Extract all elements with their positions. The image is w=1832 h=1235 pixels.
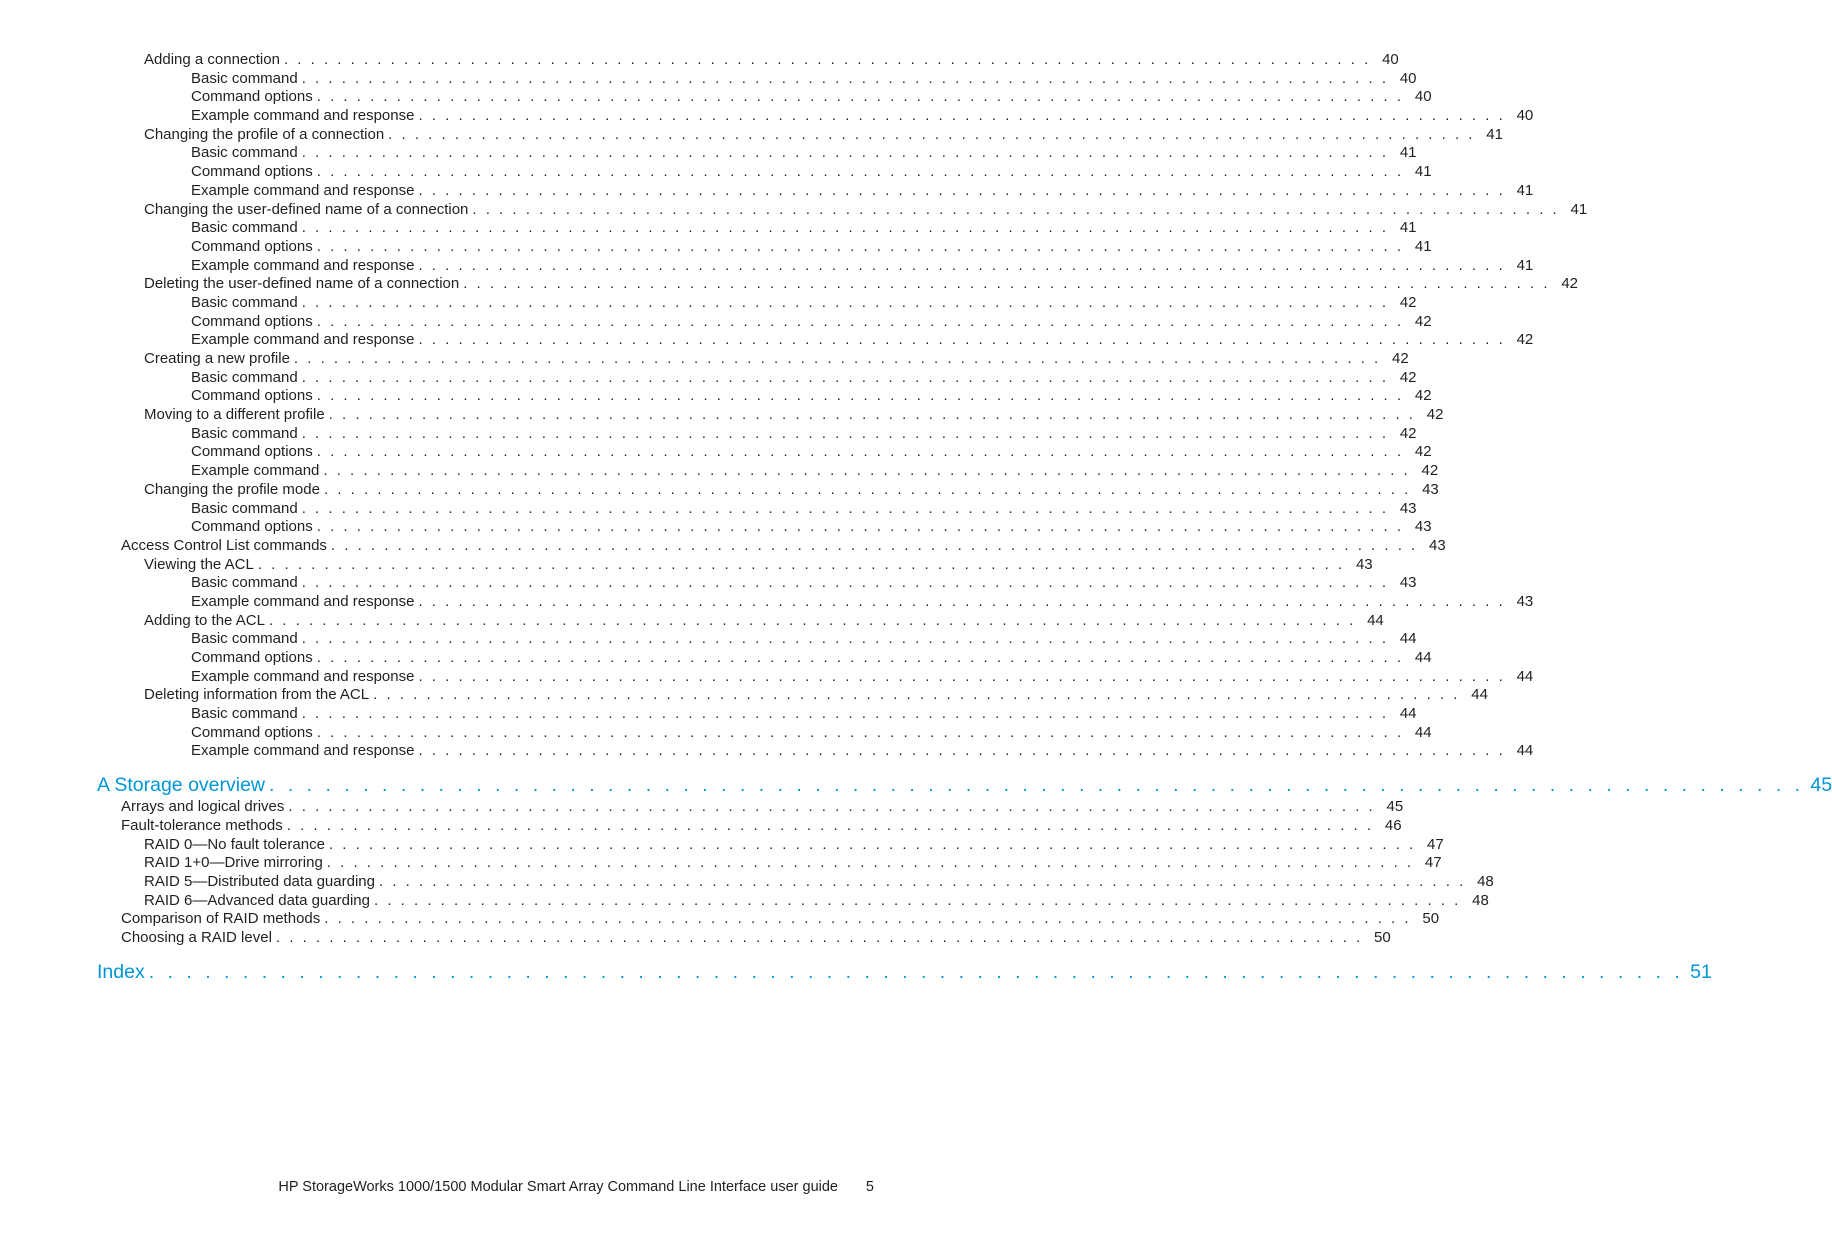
toc-entry[interactable] [0,854,1442,873]
toc-entry-page: 44 [1399,705,1417,723]
toc-entry-page: 42 [1414,443,1432,461]
toc-entry-title: Viewing the ACL [144,555,254,573]
toc-dot-leader: . . . . . . . . . . . . . . . . . . . . . . . . . . . . . . . . . . . . . . . . . . . . . . . . . . . . . . . . . . . . . . . . . . . . . . . . . . . . . . . . . . [316,518,1404,536]
toc-dot-leader: . . . . . . . . . . . . . . . . . . . . . . . . . . . . . . . . . . . . . . . . . . . . . . . . . . . . . . . . . . . . . . . . . . . . . . . . . . . . . . . . . . [316,312,1404,330]
toc-entry-title: Moving to a different profile [144,406,325,424]
toc-entry-title: Example command and response [191,742,415,760]
toc-dot-leader: . . . . . . . . . . . . . . . . . . . . . . . . . . . . . . . . . . . . . . . . . . . . . . . . . . . . . . . . . . . . . . . . . . . . . . . . . . . . . . . . . . [301,705,1389,723]
toc-entry-page: 47 [1427,835,1444,853]
toc-entry[interactable] [0,611,1384,631]
toc-entry-title: RAID 6—Advanced data guarding [144,891,370,909]
toc-entry-title: Creating a new profile [144,350,290,367]
toc-entry-title: RAID 1+0—Drive mirroring [144,854,323,872]
toc-entry[interactable] [0,742,1534,761]
toc-dot-leader: . . . . . . . . . . . . . . . . . . . . . . . . . . . . . . . . . . . . . . . . . . . . . . . . . . . . . . . . . . . . . . . . . . . . . . . . . . . . . . . . . . [316,387,1404,405]
toc-dot-leader: . . . . . . . . . . . . . . . . . . . . . . . . . . . . . . . . . . . . . . . . . . . . . . . . . . . . . . . . . . . . . . . . . . . . . . . . . . . . . . . . . . [316,723,1404,741]
toc-entry[interactable] [0,816,1402,836]
toc-entry-title: Comparison of RAID methods [121,910,321,928]
toc-entry-page: 42 [1414,387,1432,405]
toc-dot-leader: . . . . . . . . . . . . . . . . . . . . . . . . . . . . . . . . . . . . . . . . . . . . . . . . . . . . . . . . . . . . . . . . . . . . . . . . . . . . . . . . . . [373,686,1460,704]
toc-entry-title: Basic command [191,630,298,648]
toc-entry-page: 42 [1516,331,1534,349]
toc-entry[interactable] [0,331,1534,350]
toc-entry[interactable] [0,630,1417,649]
footer-title: HP StorageWorks 1000/1500 Modular Smart Array Command Line Interface user guide [278,1179,838,1195]
toc-entry-page: 50 [1422,910,1440,928]
toc-entry-title: Changing the profile mode [144,480,320,498]
toc-entry-title: Example command and response [191,331,415,349]
toc-dot-leader: . . . . . . . . . . . . . . . . . . . . . . . . . . . . . . . . . . . . . . . . . . . . . . . . . . . . . . . . . . . . . . . . . . . . . . . . . . . . . . . . . . [301,144,1389,162]
toc-entry-title: Example command [191,462,320,480]
toc-entry[interactable] [0,667,1534,687]
toc-entry-title: Command options [191,237,313,255]
page-footer [0,1179,874,1195]
toc-dot-leader: . . . . . . . . . . . . . . . . . . . . . . . . . . . . . . . . . . . . . . . . . . . . . . . . . . . . . . . . . . . . . . . . . . . . . . . . . . . . . . . . . . [316,649,1404,666]
toc-entry[interactable] [0,181,1534,201]
toc-entry-page: 46 [1384,816,1402,834]
toc-entry[interactable] [0,536,1446,556]
toc-entry-title: Basic command [191,219,298,237]
toc-entry-page: 43 [1355,555,1373,573]
toc-entry-page: 51 [1690,960,1712,983]
toc-entry[interactable] [0,872,1494,892]
table-of-contents [0,51,1832,985]
toc-entry-page: 42 [1392,350,1409,367]
toc-entry-page: 44 [1516,667,1534,685]
toc-entry[interactable] [0,705,1417,724]
toc-entry-page: 43 [1399,574,1417,592]
toc-entry[interactable] [0,928,1391,948]
toc-dot-leader: . . . . . . . . . . . . . . . . . . . . . . . . . . . . . . . . . . . . . . . . . . . . . . . . . . . . . . . . . . . . . . . . . . . . . . . . . . . . . . . . . . [373,891,1461,909]
toc-entry-page: 48 [1477,872,1494,890]
toc-entry-title: Adding a connection [144,51,280,68]
toc-entry-page: 44 [1471,686,1488,704]
toc-entry[interactable] [0,88,1432,107]
toc-dot-leader: . . . . . . . . . . . . . . . . . . . . . . . . . . . . . . . . . . . . . . . . . . . . . . . . . . . . . . . . . . . . . . . . . . . . . . . . . . . . . . . . . . [301,219,1389,237]
toc-entry-page: 45 [1810,774,1832,797]
toc-entry-title: Basic command [191,293,298,311]
toc-entry-page: 48 [1472,891,1489,909]
toc-entry-title: Access Control List commands [121,536,327,554]
toc-entry-title: Changing the profile of a connection [144,125,385,143]
toc-dot-leader: . . . . . . . . . . . . . . . . . . . . . . . . . . . . . . . . . . . . . . . . . . . . . . . . . . . . . . . . . . . . . . . . . . . . . . . . . . . . . . . . . . [316,163,1404,181]
toc-entry-page: 43 [1429,536,1446,554]
toc-entry[interactable] [0,107,1534,126]
toc-entry[interactable] [0,480,1439,500]
toc-entry-page: 42 [1561,275,1579,293]
toc-entry[interactable] [0,312,1432,332]
toc-entry-title: Fault-tolerance methods [121,816,283,834]
toc-entry-page: 41 [1414,237,1432,255]
toc-entry-page: 45 [1386,798,1404,816]
toc-entry[interactable] [0,499,1417,519]
toc-chapter-entry[interactable] [0,773,1832,797]
toc-entry-title: Basic command [191,424,298,442]
toc-dot-leader: . . . . . . . . . . . . . . . . . . . . . . . . . . . . . . . . . . . . . . . . . . . . . . . . . . . . . . . . . . . . . . . . . . . . . . . . . . . . . . . . . . [378,872,1466,890]
toc-dot-leader: . . . . . . . . . . . . . . . . . . . . . . . . . . . . . . . . . . . . . . . . . . . . . . . . . . . . . . . . . . . . . . . . . . . . . . . . . . . . . . . . . . [463,275,1551,293]
toc-entry-page: 50 [1374,928,1391,946]
toc-entry[interactable] [0,798,1404,817]
toc-entry-title: Command options [191,163,313,181]
toc-entry[interactable] [0,835,1444,855]
toc-entry-page: 42 [1426,406,1444,424]
toc-entry[interactable] [0,125,1503,145]
toc-dot-leader: . . . . . . . . . . . . . . . . . . . . . . . . . . . . . . . . . . . . . . . . . . . . . . . . . . . . . . . . . . . . . . . . . . . . . . . . . . . . . . . . . . [330,536,1418,554]
toc-entry[interactable] [0,69,1417,89]
toc-entry[interactable] [0,350,1409,369]
toc-entry-title: Deleting information from the ACL [144,686,370,704]
toc-entry-title: Basic command [191,499,298,517]
toc-entry-title: Basic command [191,574,298,592]
toc-dot-leader: . . . . . . . . . . . . . . . . . . . . . . . . . . . . . . . . . . . . . . . . . . . . . . . . . . . . . . . . . . . . . . . . . . . . . . . . . . . . . . . . . . [418,181,1506,199]
toc-entry-page: 44 [1414,649,1432,666]
toc-entry-page: 43 [1422,480,1439,498]
toc-dot-leader: . . . . . . . . . . . . . . . . . . . . . . . . . . . . . . . . . . . . . . . . . . . . . . . . . . . . . . . . . . . . . . . . . . . . . . . . . . . . . . . . . . [324,910,1412,928]
toc-entry-page: 42 [1421,462,1439,480]
toc-entry[interactable] [0,462,1439,481]
toc-entry[interactable] [0,293,1417,313]
toc-entry[interactable] [0,686,1488,705]
toc-dot-leader: . . . . . . . . . . . . . . . . . . . . . . . . . . . . . . . . . . . . . . . . . . . . . . . . . . . . . . . . . . . . . . . . . . . . . . . . . . . . . . . . . . [323,480,1411,498]
toc-dot-leader: . . . . . . . . . . . . . . . . . . . . . . . . . . . . . . . . . . . . . . . . . . . . . . . . . . . . . . . . . . . . . . . . . . . . . . . . . . . . . . . . . . [418,331,1506,349]
toc-entry-title: Deleting the user-defined name of a connection [144,275,460,293]
toc-entry[interactable] [0,592,1534,612]
toc-dot-leader: . . . . . . . . . . . . . . . . . . . . . . . . . . . . . . . . . . . . . . . . . . . . . . . . . . . . . . . . . . . . . . . . . . . . . . . . . . . . . . . . . . [418,667,1506,685]
toc-entry-page: 41 [1516,256,1534,274]
toc-dot-leader: . . . . . . . . . . . . . . . . . . . . . . . . . . . . . . . . . . . . . . . . . . . . . . . . . . . . . . . . . . . . . . . . . . . . . . . . . . . . . . . . . . [301,293,1389,311]
toc-entry[interactable] [0,910,1440,929]
toc-entry[interactable] [0,237,1432,257]
toc-entry-title: Choosing a RAID level [121,928,272,946]
toc-dot-leader: . . . . . . . . . . . . . . . . . . . . . . . . . . . . . . . . . . . . . . . . . . . . . . . . . . . . . . . . . . . . . . . . . . . . . . . . . . . . . . . . . . [418,256,1506,274]
toc-entry-page: 44 [1367,611,1384,629]
toc-dot-leader: . . . . . . . . . . . . . . . . . . . . . . . . . . . . . . . . . . . . . . . . . . . . . . . . . . . . . . . . . . . . . . . . . . . . . . . . . . . . . . . . . . [323,462,1411,480]
toc-entry-title: Changing the user-defined name of a connection [144,200,469,218]
toc-entry-page: 43 [1399,499,1417,517]
toc-entry-title: Basic command [191,368,298,386]
toc-entry-title: Adding to the ACL [144,611,265,629]
toc-entry-title: Command options [191,649,313,666]
toc-entry-page: 42 [1414,312,1432,330]
toc-entry-title: Example command and response [191,592,415,610]
footer-page-number: 5 [865,1179,874,1195]
toc-entry[interactable] [0,649,1432,668]
toc-entry[interactable] [0,891,1489,911]
toc-entry[interactable] [0,443,1432,462]
toc-entry[interactable] [0,555,1373,575]
toc-entry-page: 43 [1516,592,1534,610]
toc-dot-leader: . . . . . . . . . . . . . . . . . . . . . . . . . . . . . . . . . . . . . . . . . . . . . . . . . . . . . . . . . . . . . . . . . . . . . . . . . . . . . . . . . . [148,960,1684,983]
toc-dot-leader: . . . . . . . . . . . . . . . . . . . . . . . . . . . . . . . . . . . . . . . . . . . . . . . . . . . . . . . . . . . . . . . . . . . . . . . . . . . . . . . . . . [301,424,1389,442]
toc-entry-page: 40 [1399,69,1417,87]
toc-entry-page: 42 [1399,368,1417,386]
toc-dot-leader: . . . . . . . . . . . . . . . . . . . . . . . . . . . . . . . . . . . . . . . . . . . . . . . . . . . . . . . . . . . . . . . . . . . . . . . . . . . . . . . . . . [418,107,1506,125]
toc-entry[interactable] [0,368,1417,388]
toc-entry[interactable] [0,574,1417,593]
toc-dot-leader: . . . . . . . . . . . . . . . . . . . . . . . . . . . . . . . . . . . . . . . . . . . . . . . . . . . . . . . . . . . . . . . . . . . . . . . . . . . . . . . . . . [269,774,1805,797]
toc-entry-page: 42 [1399,293,1417,311]
toc-entry-title: RAID 5—Distributed data guarding [144,872,375,890]
toc-dot-leader: . . . . . . . . . . . . . . . . . . . . . . . . . . . . . . . . . . . . . . . . . . . . . . . . . . . . . . . . . . . . . . . . . . . . . . . . . . . . . . . . . . [301,630,1389,648]
toc-entry-title: Command options [191,443,313,461]
toc-dot-leader: . . . . . . . . . . . . . . . . . . . . . . . . . . . . . . . . . . . . . . . . . . . . . . . . . . . . . . . . . . . . . . . . . . . . . . . . . . . . . . . . . . [326,854,1414,872]
toc-entry-page: 41 [1486,125,1503,143]
toc-entry-title: Example command and response [191,107,415,125]
toc-entry-page: 40 [1516,107,1534,125]
toc-entry[interactable] [0,51,1399,70]
toc-entry[interactable] [0,275,1579,294]
toc-dot-leader: . . . . . . . . . . . . . . . . . . . . . . . . . . . . . . . . . . . . . . . . . . . . . . . . . . . . . . . . . . . . . . . . . . . . . . . . . . . . . . . . . . [472,200,1560,218]
toc-entry-page: 44 [1414,723,1432,741]
toc-dot-leader: . . . . . . . . . . . . . . . . . . . . . . . . . . . . . . . . . . . . . . . . . . . . . . . . . . . . . . . . . . . . . . . . . . . . . . . . . . . . . . . . . . [418,592,1506,610]
toc-entry[interactable] [0,200,1588,220]
toc-dot-leader: . . . . . . . . . . . . . . . . . . . . . . . . . . . . . . . . . . . . . . . . . . . . . . . . . . . . . . . . . . . . . . . . . . . . . . . . . . . . . . . . . . [293,350,1381,367]
toc-entry[interactable] [0,387,1432,406]
toc-entry[interactable] [0,723,1432,743]
toc-entry-title: Command options [191,518,313,536]
toc-entry-title: Arrays and logical drives [121,798,285,816]
toc-dot-leader: . . . . . . . . . . . . . . . . . . . . . . . . . . . . . . . . . . . . . . . . . . . . . . . . . . . . . . . . . . . . . . . . . . . . . . . . . . . . . . . . . . [328,406,1416,424]
toc-entry[interactable] [0,256,1534,276]
toc-entry-page: 40 [1414,88,1432,106]
toc-entry-page: 42 [1399,424,1417,442]
toc-dot-leader: . . . . . . . . . . . . . . . . . . . . . . . . . . . . . . . . . . . . . . . . . . . . . . . . . . . . . . . . . . . . . . . . . . . . . . . . . . . . . . . . . . [388,125,1475,143]
toc-entry-title: Example command and response [191,181,415,199]
toc-entry-title: Basic command [191,69,298,87]
toc-dot-leader: . . . . . . . . . . . . . . . . . . . . . . . . . . . . . . . . . . . . . . . . . . . . . . . . . . . . . . . . . . . . . . . . . . . . . . . . . . . . . . . . . . [288,798,1376,816]
toc-entry-page: 44 [1516,742,1534,760]
toc-entry-title: Basic command [191,705,298,723]
toc-entry-page: 43 [1414,518,1432,536]
toc-entry-title: Command options [191,312,313,330]
toc-entry-page: 41 [1414,163,1432,181]
toc-entry-page: 47 [1424,854,1442,872]
toc-entry[interactable] [0,424,1417,444]
toc-entry[interactable] [0,518,1432,537]
toc-entry-title: Command options [191,387,313,405]
toc-entry-title: RAID 0—No fault tolerance [144,835,325,853]
toc-entry[interactable] [0,219,1417,238]
toc-entry-page: 41 [1516,181,1534,199]
toc-dot-leader: . . . . . . . . . . . . . . . . . . . . . . . . . . . . . . . . . . . . . . . . . . . . . . . . . . . . . . . . . . . . . . . . . . . . . . . . . . . . . . . . . . [316,443,1404,461]
toc-dot-leader: . . . . . . . . . . . . . . . . . . . . . . . . . . . . . . . . . . . . . . . . . . . . . . . . . . . . . . . . . . . . . . . . . . . . . . . . . . . . . . . . . . [268,611,1356,629]
toc-entry-page: 41 [1570,200,1588,218]
toc-entry[interactable] [0,163,1432,182]
toc-entry-title: Command options [191,723,313,741]
toc-dot-leader: . . . . . . . . . . . . . . . . . . . . . . . . . . . . . . . . . . . . . . . . . . . . . . . . . . . . . . . . . . . . . . . . . . . . . . . . . . . . . . . . . . [283,51,1371,68]
toc-dot-leader: . . . . . . . . . . . . . . . . . . . . . . . . . . . . . . . . . . . . . . . . . . . . . . . . . . . . . . . . . . . . . . . . . . . . . . . . . . . . . . . . . . [418,742,1506,760]
toc-dot-leader: . . . . . . . . . . . . . . . . . . . . . . . . . . . . . . . . . . . . . . . . . . . . . . . . . . . . . . . . . . . . . . . . . . . . . . . . . . . . . . . . . . [328,835,1416,853]
toc-entry-title: Example command and response [191,667,415,685]
toc-dot-leader: . . . . . . . . . . . . . . . . . . . . . . . . . . . . . . . . . . . . . . . . . . . . . . . . . . . . . . . . . . . . . . . . . . . . . . . . . . . . . . . . . . [301,574,1389,592]
toc-entry-title: Basic command [191,144,298,162]
toc-dot-leader: . . . . . . . . . . . . . . . . . . . . . . . . . . . . . . . . . . . . . . . . . . . . . . . . . . . . . . . . . . . . . . . . . . . . . . . . . . . . . . . . . . [316,88,1404,106]
toc-dot-leader: . . . . . . . . . . . . . . . . . . . . . . . . . . . . . . . . . . . . . . . . . . . . . . . . . . . . . . . . . . . . . . . . . . . . . . . . . . . . . . . . . . [316,237,1404,255]
toc-entry-title: Command options [191,88,313,106]
toc-entry-page: 41 [1399,219,1417,237]
toc-dot-leader: . . . . . . . . . . . . . . . . . . . . . . . . . . . . . . . . . . . . . . . . . . . . . . . . . . . . . . . . . . . . . . . . . . . . . . . . . . . . . . . . . . [301,368,1389,386]
toc-entry-page: 40 [1382,51,1399,68]
toc-entry-title: Example command and response [191,256,415,274]
toc-entry-title: A Storage overview [97,774,266,797]
toc-entry[interactable] [0,144,1417,163]
toc-dot-leader: . . . . . . . . . . . . . . . . . . . . . . . . . . . . . . . . . . . . . . . . . . . . . . . . . . . . . . . . . . . . . . . . . . . . . . . . . . . . . . . . . . [301,69,1389,87]
toc-dot-leader: . . . . . . . . . . . . . . . . . . . . . . . . . . . . . . . . . . . . . . . . . . . . . . . . . . . . . . . . . . . . . . . . . . . . . . . . . . . . . . . . . . [275,928,1363,946]
toc-dot-leader: . . . . . . . . . . . . . . . . . . . . . . . . . . . . . . . . . . . . . . . . . . . . . . . . . . . . . . . . . . . . . . . . . . . . . . . . . . . . . . . . . . [286,816,1374,834]
toc-chapter-entry[interactable] [0,960,1712,984]
toc-entry[interactable] [0,406,1444,425]
toc-dot-leader: . . . . . . . . . . . . . . . . . . . . . . . . . . . . . . . . . . . . . . . . . . . . . . . . . . . . . . . . . . . . . . . . . . . . . . . . . . . . . . . . . . [301,499,1389,517]
toc-entry-title: Index [97,960,145,983]
toc-entry-page: 44 [1399,630,1417,648]
toc-entry-page: 41 [1399,144,1417,162]
toc-dot-leader: . . . . . . . . . . . . . . . . . . . . . . . . . . . . . . . . . . . . . . . . . . . . . . . . . . . . . . . . . . . . . . . . . . . . . . . . . . . . . . . . . . [257,555,1345,573]
